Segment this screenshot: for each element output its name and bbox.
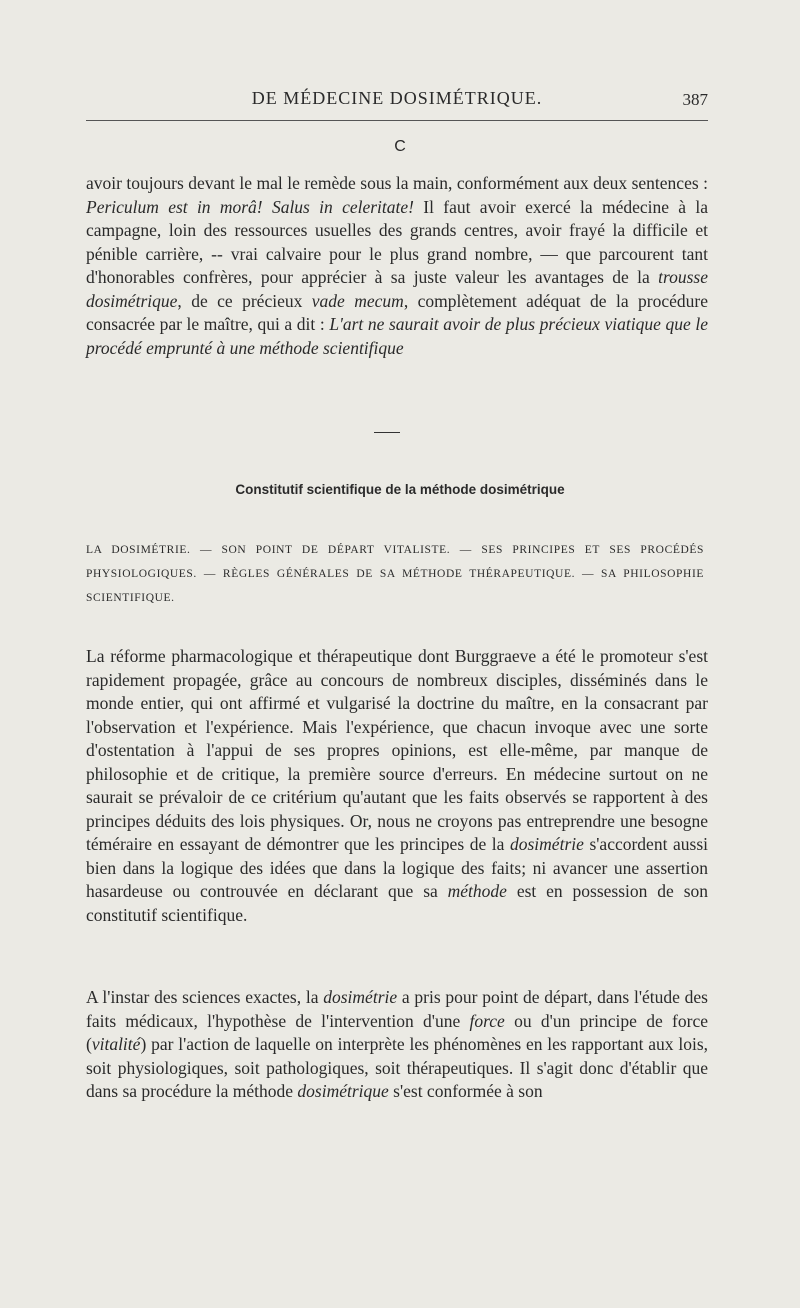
section-divider: [374, 432, 400, 433]
text-run: avoir toujours devant le mal le remède sous la main, conformément aux deux sentences :: [86, 173, 708, 193]
italic-run: méthode: [447, 881, 507, 901]
text-run: , de ce précieux: [177, 290, 312, 311]
section-title: Constitutif scientifique de la méthode dosimétrique: [235, 482, 565, 497]
italic-run: L'art ne saurait avoir de plus précieux viatique que le procédé emprunté à une méthode scientifique: [86, 314, 708, 358]
italic-run: vade mecum: [311, 290, 404, 311]
text-run: a pris pour point de départ, dans l'étude des faits médicaux, l'hypothèse de l'intervention d'une: [86, 987, 708, 1031]
italic-run: vitalité: [91, 1034, 141, 1054]
page-number: 387: [682, 90, 708, 109]
signature-mark: C: [394, 138, 406, 155]
section-summary: LA DOSIMÉTRIE. — SON POINT DE DÉPART VITALISTE. — SES PRINCIPES ET SES PROCÉDÉS PHYSIOLOGIQUES. — RÈGLES GÉNÉRALES DE SA MÉTHODE THÉRAPEUTIQUE. — SA PHILOSOPHIE SCIENTIFIQUE.: [86, 544, 704, 604]
italic-run: dosimétrie: [510, 834, 584, 854]
paragraph-3: [86, 986, 708, 1104]
italic-run: force: [469, 1010, 505, 1031]
text-run: Il faut avoir exercé la médecine à la campagne, loin des ressources usuelles des grands centres, avoir frayé la difficile et pénible carrière, -- vrai calvaire pour le plus grand nombre, — que parcourent tant d'honorables confrères, pour apprécier à sa juste valeur les avantages de la: [86, 196, 708, 287]
running-title: DE MÉDECINE DOSIMÉTRIQUE.: [251, 88, 543, 108]
text-run: A l'instar des sciences exactes, la: [86, 987, 324, 1007]
italic-run: dosimétrie: [323, 987, 398, 1007]
text-run: est en possession de son constitutif scientifique.: [86, 881, 709, 925]
text-run: ou d'un principe de force (: [86, 1010, 708, 1054]
text-run: s'est conformée à son: [388, 1081, 543, 1101]
italic-run: trousse dosimétrique: [86, 267, 708, 311]
text-run: , complètement adéquat de la procédure consacrée par le maître, qui a dit :: [86, 290, 708, 334]
text-run: La réforme pharmacologique et thérapeutique dont Burggraeve a été le promoteur s'est rapidement propagée, grâce au concours de nombreux disciples, disséminés dans le monde entier, qui ont affirmé et vulgarisé la doctrine du maître, en la consacrant par l'observation et l'expérience. Mais l'expérience, que chacun invoque avec une sorte d'ostentation à l'appui de ses propres opinions, est elle-même, par manque de philosophie et de critique, la première source d'erreurs. En médecine surtout on ne saurait se prévaloir de ce critérium qu'autant que les faits observés se rapportent à des principes déduits des lois physiques. Or, nous ne croyons pas entreprendre une besogne téméraire en essayant de démontrer que les principes de la: [86, 646, 708, 854]
italic-run: Periculum est in morâ! Salus in celeritate!: [86, 196, 414, 217]
header-rule: [86, 120, 708, 121]
text-run: ) par l'action de laquelle on interprète les phénomènes en les rapportant aux lois, soit physiologiques, soit pathologiques, soit thérapeutiques. Il s'agit donc d'établir que dans sa procédure la méthode: [86, 1034, 708, 1101]
paragraph-2: [86, 645, 708, 927]
text-run: s'accordent aussi bien dans la logique des idées que dans la logique des faits; ni avancer une assertion hasardeuse ou controuvée en déclarant que sa: [86, 834, 709, 901]
italic-run: dosimétrique: [297, 1081, 389, 1101]
paragraph-1: [86, 172, 708, 360]
running-head: [86, 88, 708, 112]
